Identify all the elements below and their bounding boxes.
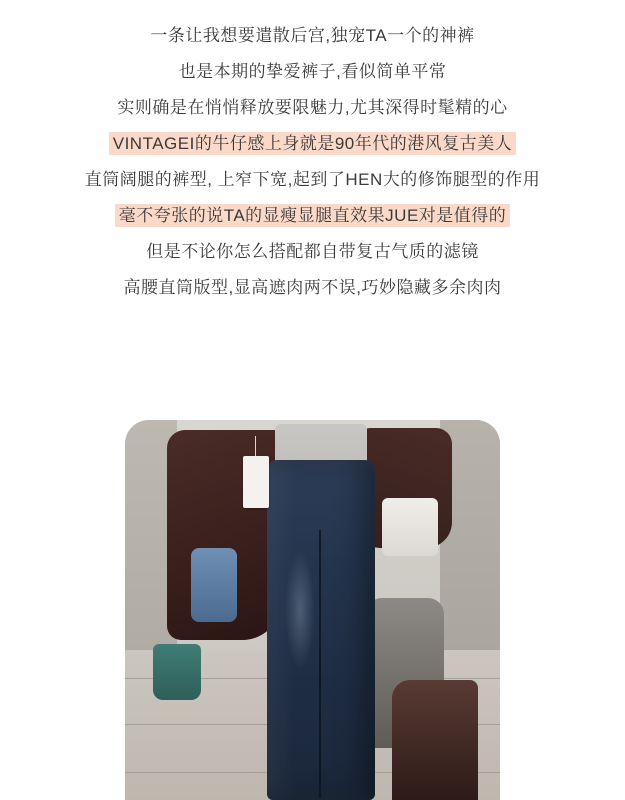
photo-blue-chair (191, 548, 237, 622)
description-line-8: 高腰直筒版型,显高遮肉两不误,巧妙隐藏多余肉肉 (123, 278, 502, 297)
photo-green-bin (153, 644, 201, 700)
photo-jeans-fade (285, 550, 315, 670)
description-line-6 (0, 198, 625, 234)
description-line-2: 也是本期的挚爱裤子,看似简单平常 (178, 62, 447, 81)
product-photo (125, 420, 500, 800)
photo-jeans (267, 460, 375, 800)
photo-clothes-pile (392, 680, 478, 800)
description-line-4 (0, 126, 625, 162)
description-line-6-text: 毫不夸张的说TA的显瘦显腿直效果JUE对是值得的 (115, 204, 511, 227)
description-line-1: 一条让我想要遣散后宫,独宠TA一个的神裤 (150, 26, 475, 45)
description-line-7: 但是不论你怎么搭配都自带复古气质的滤镜 (146, 242, 479, 261)
description-line-5: 直筒阔腿的裤型, 上窄下宽,起到了HEN大的修饰腿型的作用 (84, 170, 541, 189)
photo-jeans-seam (319, 530, 321, 798)
description-text-block (0, 18, 625, 306)
description-line-3: 实则确是在悄悄释放要限魅力,尤其深得时髦精的心 (117, 98, 508, 117)
photo-scene (125, 420, 500, 800)
photo-folded-towels (382, 498, 438, 556)
photo-price-tag (243, 456, 269, 508)
description-line-4-text: VINTAGEI的牛仔感上身就是90年代的港风复古美人 (109, 132, 517, 155)
